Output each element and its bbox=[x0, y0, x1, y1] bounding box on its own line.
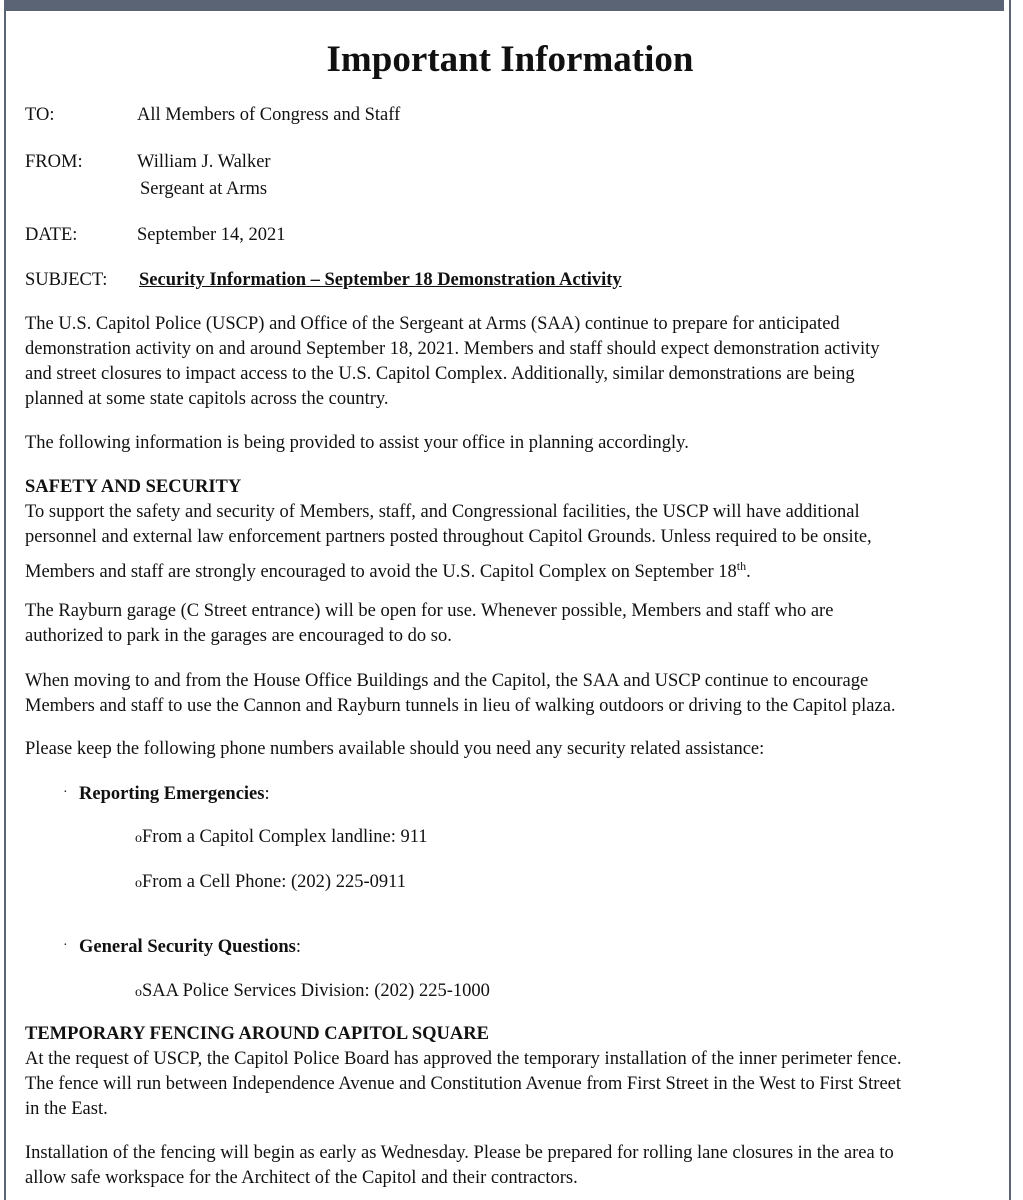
tunnel-line: Members and staff to use the Cannon and Rayburn tunnels in lieu of walking outdoors or driving to the Capitol plaza. bbox=[25, 696, 896, 716]
subitem-cell bbox=[135, 870, 406, 896]
safety-section bbox=[25, 475, 985, 585]
tunnel-line: When moving to and from the House Office Buildings and the Capitol, the SAA and USCP continue to encourage bbox=[25, 671, 869, 691]
fencing-line: in the East. bbox=[25, 1099, 108, 1119]
subitem-landline bbox=[135, 825, 428, 851]
intro-paragraph bbox=[25, 312, 985, 412]
to-value: All Members of Congress and Staff bbox=[137, 105, 401, 125]
install-line: Installation of the fencing will begin as early as Wednesday. Please be prepared for rolling lane closures in the area to bbox=[25, 1143, 894, 1163]
safety-line-text: Members and staff are strongly encouraged to avoid the U.S. Capitol Complex on September 18 bbox=[25, 562, 737, 583]
bullet-dot: · bbox=[63, 938, 68, 953]
fencing-line: The fence will run between Independence Avenue and Constitution Avenue from First Street in the West to First Street bbox=[25, 1074, 902, 1094]
emergencies-label: Reporting Emergencies bbox=[79, 784, 265, 804]
subject-value: Security Information – September 18 Demonstration Activity bbox=[139, 270, 622, 290]
garage-line: The Rayburn garage (C Street entrance) will be open for use. Whenever possible, Members and staff who are bbox=[25, 601, 834, 621]
from-name: William J. Walker bbox=[137, 152, 271, 172]
subitem-saa bbox=[135, 979, 490, 1005]
page-title: Important Information bbox=[326, 39, 694, 80]
date-label: DATE: bbox=[25, 225, 78, 245]
sub-bullet: o bbox=[135, 831, 142, 846]
bullet-dot: · bbox=[63, 785, 68, 800]
install-line: allow safe workspace for the Architect of the Capitol and their contractors. bbox=[25, 1168, 578, 1188]
landline-number: From a Capitol Complex landline: 911 bbox=[142, 827, 428, 847]
ordinal-suffix: th bbox=[736, 559, 747, 573]
sub-bullet: o bbox=[135, 876, 142, 891]
safety-line: personnel and external law enforcement partners posted throughout Capitol Grounds. Unless required to be onsite, bbox=[25, 527, 872, 547]
garage-paragraph bbox=[25, 599, 985, 649]
fencing-heading: TEMPORARY FENCING AROUND CAPITOL SQUARE bbox=[25, 1024, 489, 1044]
general-colon: : bbox=[295, 937, 301, 957]
intro-line: planned at some state capitols across the country. bbox=[25, 389, 389, 409]
safety-line: To support the safety and security of Members, staff, and Congressional facilities, the USCP will have additional bbox=[25, 502, 860, 522]
cell-number: From a Cell Phone: (202) 225-0911 bbox=[142, 872, 406, 892]
fencing-section bbox=[25, 1022, 985, 1122]
intro-line: The U.S. Capitol Police (USCP) and Office of the Sergeant at Arms (SAA) continue to prepare for anticipated bbox=[25, 314, 840, 334]
from-title: Sergeant at Arms bbox=[140, 179, 268, 199]
planning-paragraph: The following information is being provided to assist your office in planning accordingly. bbox=[25, 433, 689, 453]
general-label: General Security Questions bbox=[79, 937, 296, 957]
safety-heading: SAFETY AND SECURITY bbox=[25, 477, 242, 497]
saa-number: SAA Police Services Division: (202) 225-1000 bbox=[142, 981, 490, 1001]
safety-line bbox=[25, 554, 985, 585]
subject-label: SUBJECT: bbox=[25, 270, 108, 290]
phone-intro: Please keep the following phone numbers available should you need any security related assistance: bbox=[25, 739, 765, 759]
date-value: September 14, 2021 bbox=[137, 225, 286, 245]
fencing-line: At the request of USCP, the Capitol Police Board has approved the temporary installation of the inner perimeter fence. bbox=[25, 1049, 902, 1069]
sub-bullet: o bbox=[135, 985, 142, 1000]
garage-line: authorized to park in the garages are encouraged to do so. bbox=[25, 626, 452, 646]
emergencies-colon: : bbox=[264, 784, 270, 804]
intro-line: demonstration activity on and around September 18, 2021. Members and staff should expect demonstration activity bbox=[25, 339, 880, 359]
install-paragraph bbox=[25, 1141, 985, 1191]
safety-line-end: . bbox=[746, 562, 751, 583]
tunnel-paragraph bbox=[25, 669, 985, 719]
to-label: TO: bbox=[25, 105, 55, 125]
from-label: FROM: bbox=[25, 152, 83, 172]
intro-line: and street closures to impact access to the U.S. Capitol Complex. Additionally, similar demonstrations are being bbox=[25, 364, 855, 384]
